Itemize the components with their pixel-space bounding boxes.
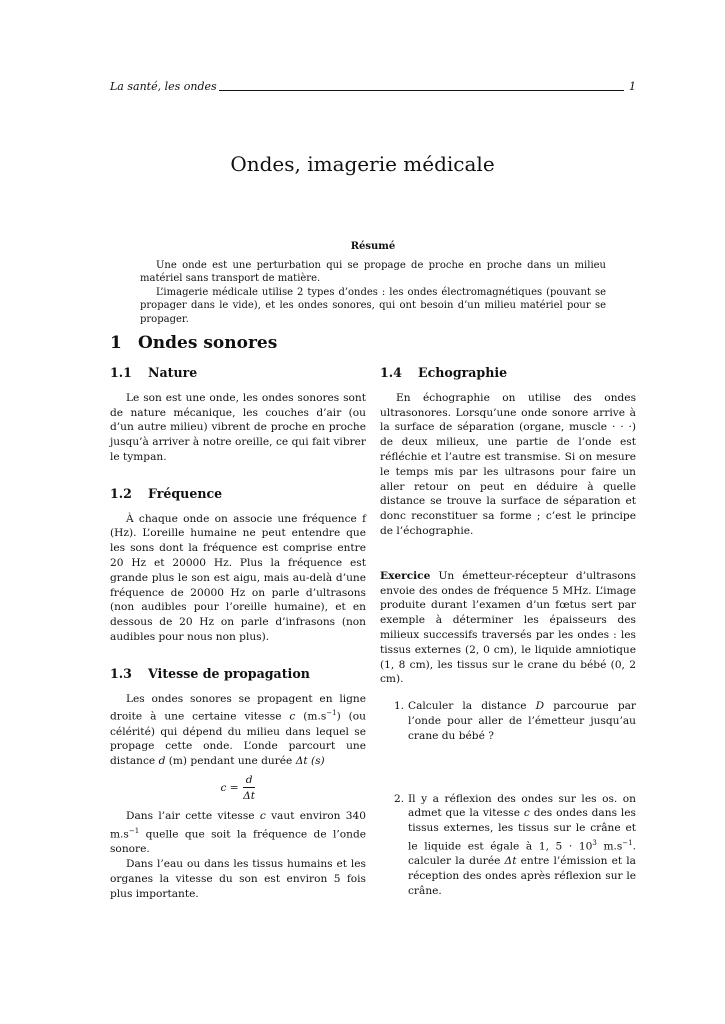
section-title: Ondes sonores (138, 333, 278, 353)
exercise-statement: Exercice Un émetteur-récepteur d’ultrasons envoie des ondes de fréquence 5 MHz. L’image produite durant l’examen d’un fœtus sert par exemple à déterminer les épaisseurs des milieux successifs traversés par les ondes : les tissus externes (2, 0 cm), le liquide amniotique (1, 8 cm), les tissus sur le crane du bébé (0, 2 cm). (380, 569, 636, 686)
abstract-heading: Résumé (350, 241, 396, 252)
subsection-heading-frequence (110, 487, 366, 502)
document-title: Ondes, imagerie médicale (230, 152, 495, 176)
formula-fraction (243, 773, 256, 803)
subsection-title: Vitesse de propagation (148, 665, 310, 681)
formula-numerator: d (243, 773, 256, 788)
left-column (110, 366, 366, 901)
subsection-title: Echographie (418, 365, 508, 380)
formula-denominator: Δt (243, 790, 256, 803)
abstract-paragraph-1: Une onde est une perturbation qui se propage de proche en proche dans un milieu matériel sans transport de matière. (140, 259, 606, 285)
running-header (110, 80, 636, 94)
echographie-paragraph: En échographie on utilise des ondes ultrasonores. Lorsqu’une onde sonore arrive à la surface de séparation (organe, muscle · · ·) de deux milieux, une partie de l’onde est réfléchie et l’autre est transmise. Si on mesure le temps mis par les ultrasons pour faire un aller retour on peut en déduire à quelle distance se trouve la surface de séparation et donc reconstituer sa forme ; c’est le principe de l’échographie. (380, 391, 637, 537)
velocity-formula (110, 773, 366, 803)
page-number: 1 (629, 80, 636, 93)
question-2: 2. Il y a réflexion des ondes sur les os. on admet que la vitesse c des ondes dans les tissus externes, les tissus sur le crâne et le liquide est égale à 1, $5 \cdot 10^3$ $m.s^{-1}$. calculer la durée Δt entre l’émission et la réception des ondes après réflexion sur le crâne. (394, 792, 636, 897)
section-heading (110, 333, 277, 353)
vitesse-paragraph-3: Dans l’eau ou dans les tissus humains et les organes la vitesse du son est environ 5 fois plus importante. (110, 857, 366, 900)
formula-lhs: c = (220, 781, 239, 794)
subsection-title: Nature (148, 365, 198, 380)
running-title: La santé, les ondes (110, 80, 217, 93)
section-number: 1 (110, 333, 122, 353)
abstract-paragraph-2: L’imagerie médicale utilise 2 types d’ondes : les ondes électromagnétiques (pouvant se propager dans le vide), et les ondes sonores, qui ont besoin d’un milieu matériel pour se propager. (140, 286, 606, 325)
right-column (380, 366, 636, 899)
subsection-heading-vitesse (110, 667, 366, 682)
nature-paragraph: Le son est une onde, les ondes sonores sont de nature mécanique, les couches d’air (ou d’un autre milieu) vibrent de proche en proche jusqu’à arriver à notre oreille, ce qui fait vibrer le tympan. (110, 391, 366, 463)
subsection-title: Fréquence (148, 485, 223, 501)
subsection-number: 1.2 (110, 485, 132, 501)
subsection-number: 1.1 (110, 365, 132, 380)
vitesse-paragraph-1: Les ondes sonores se propagent en ligne droite à une certaine vitesse c $(m.s^{-1})$ (ou célérité) qui dépend du milieu dans lequel se propage cette onde. L’onde parcourt une distance d (m) pendant une durée Δt (s) (110, 692, 366, 768)
subsection-number: 1.3 (110, 665, 132, 681)
abstract (140, 240, 606, 327)
subsection-heading-echographie (380, 366, 636, 381)
exercise-label: Exercice (380, 569, 431, 582)
vitesse-paragraph-2: Dans l’air cette vitesse c vaut environ 340 $m.s^{-1}$ quelle que soit la fréquence de l’onde sonore. (110, 810, 366, 856)
frequence-paragraph: À chaque onde on associe une fréquence f (Hz). L’oreille humaine ne peut entendre que les sons dont la fréquence est comprise entre 20 Hz et 20000 Hz. Plus la fréquence est grande plus le son est aigu, mais au-delà d’une fréquence de 20000 Hz on parle d’ultrasons (non audibles pour l’oreille humaine), et en dessous de 20 Hz on parle d’infrasons (non audibles pour nous non plus). (110, 512, 366, 643)
subsection-number: 1.4 (380, 365, 402, 380)
exercise-questions (380, 699, 636, 899)
subsection-heading-nature (110, 366, 366, 381)
question-1: 1. Calculer la distance D parcourue par l’onde pour aller de l’émetteur jusqu’au crane du bébé ? (394, 700, 636, 742)
